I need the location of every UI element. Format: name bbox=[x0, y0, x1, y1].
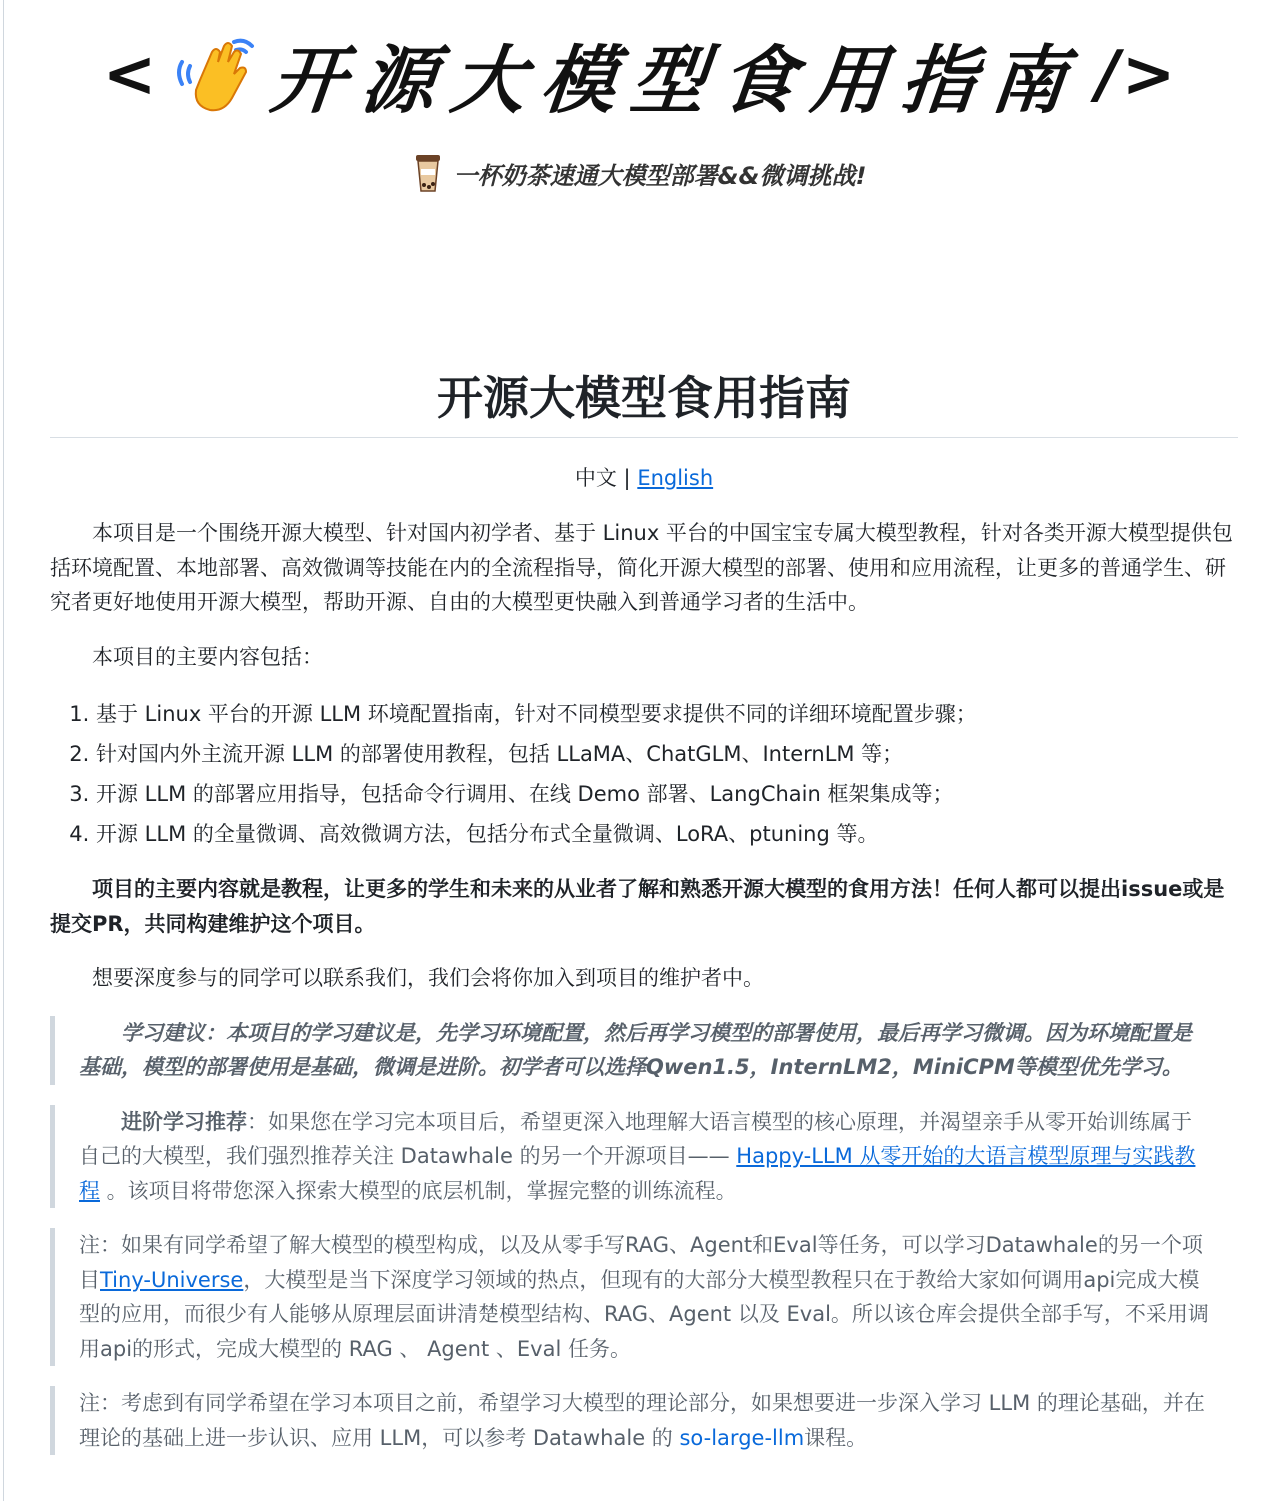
page-left-border bbox=[3, 0, 4, 1501]
english-link[interactable]: English bbox=[637, 466, 714, 490]
banner bbox=[0, 20, 1280, 130]
note2-text-before: 注：考虑到有同学希望在学习本项目之前，希望学习大模型的理论部分，如果想要进一步深入学习 LLM 的理论基础，并在理论的基础上进一步认识、应用 LLM，可以参考 Datawhale 的 bbox=[79, 1391, 1205, 1450]
advanced-text-after: 。该项目将带您深入探索大模型的底层机制，掌握完整的训练流程。 bbox=[100, 1178, 737, 1203]
language-switcher bbox=[50, 462, 1238, 492]
happy-llm-link[interactable]: Happy-LLM 从零开始的大语言模型原理与实践教程 bbox=[79, 1144, 1196, 1203]
banner-close-bracket: /> bbox=[1096, 38, 1178, 112]
tiny-universe-link[interactable]: Tiny-Universe bbox=[100, 1267, 244, 1292]
study-advice-text: 学习建议：本项目的学习建议是，先学习环境配置，然后再学习模型的部署使用，最后再学习微调。因为环境配置是基础，模型的部署使用是基础，微调是进阶。初学者可以选择Qwen1.5，InternLM2，MiniCPM等模型优先学习。 bbox=[79, 1020, 1192, 1079]
advanced-text-before: ：如果您在学习完本项目后，希望更深入地理解大语言模型的核心原理，并渴望亲手从零开始训练属于自己的大模型，我们强烈推荐关注 Datawhale 的另一个开源项目—— bbox=[79, 1109, 1192, 1168]
lang-current: 中文 bbox=[574, 466, 617, 490]
quote-note-tiny-universe bbox=[50, 1228, 1209, 1366]
note1-text-after: ，大模型是当下深度学习领域的热点，但现有的大部分大模型教程只在于教给大家如何调用api完成大模型的应用，而很少有人能够从原理层面讲清楚模型结构、RAG、Agent 以及 Eval。所以该仓库会提供全部手写，不采用调用api的形式，完成大模型的 RAG 、 Agent 、Eval 任务。 bbox=[79, 1267, 1209, 1361]
list-item: 3. 开源 LLM 的部署应用指导，包括命令行调用、在线 Demo 部署、LangChain 框架集成等； bbox=[96, 774, 1240, 814]
bold-paragraph: 项目的主要内容就是教程，让更多的学生和未来的从业者了解和熟悉开源大模型的食用方法！任何人都可以提出issue或是提交PR，共同构建维护这个项目。 bbox=[50, 877, 1225, 936]
page-title: 开源大模型食用指南 bbox=[437, 371, 851, 425]
so-large-llm-link[interactable]: so-large-llm bbox=[679, 1425, 805, 1450]
contents-list bbox=[50, 694, 1240, 854]
banner-title: 开源大模型食用指南 bbox=[267, 38, 1087, 124]
contents-intro: 本项目的主要内容包括： bbox=[92, 644, 323, 669]
readme-content bbox=[50, 516, 1240, 1475]
join-paragraph: 想要深度参与的同学可以联系我们，我们会将你加入到项目的维护者中。 bbox=[92, 966, 764, 990]
subtitle-text: 一杯奶茶速通大模型部署&&微调挑战! bbox=[453, 161, 867, 190]
subtitle-row bbox=[0, 150, 1280, 196]
quote-note-so-large-llm bbox=[50, 1386, 1209, 1455]
note1-text-before: 注：如果有同学希望了解大模型的模型构成，以及从零手写RAG、Agent和Eval等任务，可以学习Datawhale的另一个项目 bbox=[79, 1233, 1203, 1292]
list-item: 2. 针对国内外主流开源 LLM 的部署使用教程，包括 LLaMA、ChatGLM、InternLM 等； bbox=[96, 734, 1240, 774]
list-item: 1. 基于 Linux 平台的开源 LLM 环境配置指南，针对不同模型要求提供不同的详细环境配置步骤； bbox=[96, 694, 1240, 734]
note2-text-after: 课程。 bbox=[804, 1425, 868, 1450]
title-divider bbox=[50, 437, 1238, 438]
advanced-label: 进阶学习推荐 bbox=[121, 1109, 247, 1134]
bubble-tea-icon bbox=[414, 153, 442, 193]
lang-separator: | bbox=[623, 466, 631, 490]
list-item: 4. 开源 LLM 的全量微调、高效微调方法，包括分布式全量微调、LoRA、ptuning 等。 bbox=[96, 814, 1240, 854]
quote-advanced-learning bbox=[50, 1105, 1209, 1209]
waving-hand-icon bbox=[172, 32, 258, 118]
banner-open-bracket: < bbox=[102, 38, 159, 112]
quote-study-advice bbox=[50, 1016, 1209, 1085]
intro-paragraph: 本项目是一个围绕开源大模型、针对国内初学者、基于 Linux 平台的中国宝宝专属大模型教程，针对各类开源大模型提供包括环境配置、本地部署、高效微调等技能在内的全流程指导，简化开源大模型的部署、使用和应用流程，让更多的普通学生、研究者更好地使用开源大模型，帮助开源、自由的大模型更快融入到普通学习者的生活中。 bbox=[50, 521, 1233, 614]
